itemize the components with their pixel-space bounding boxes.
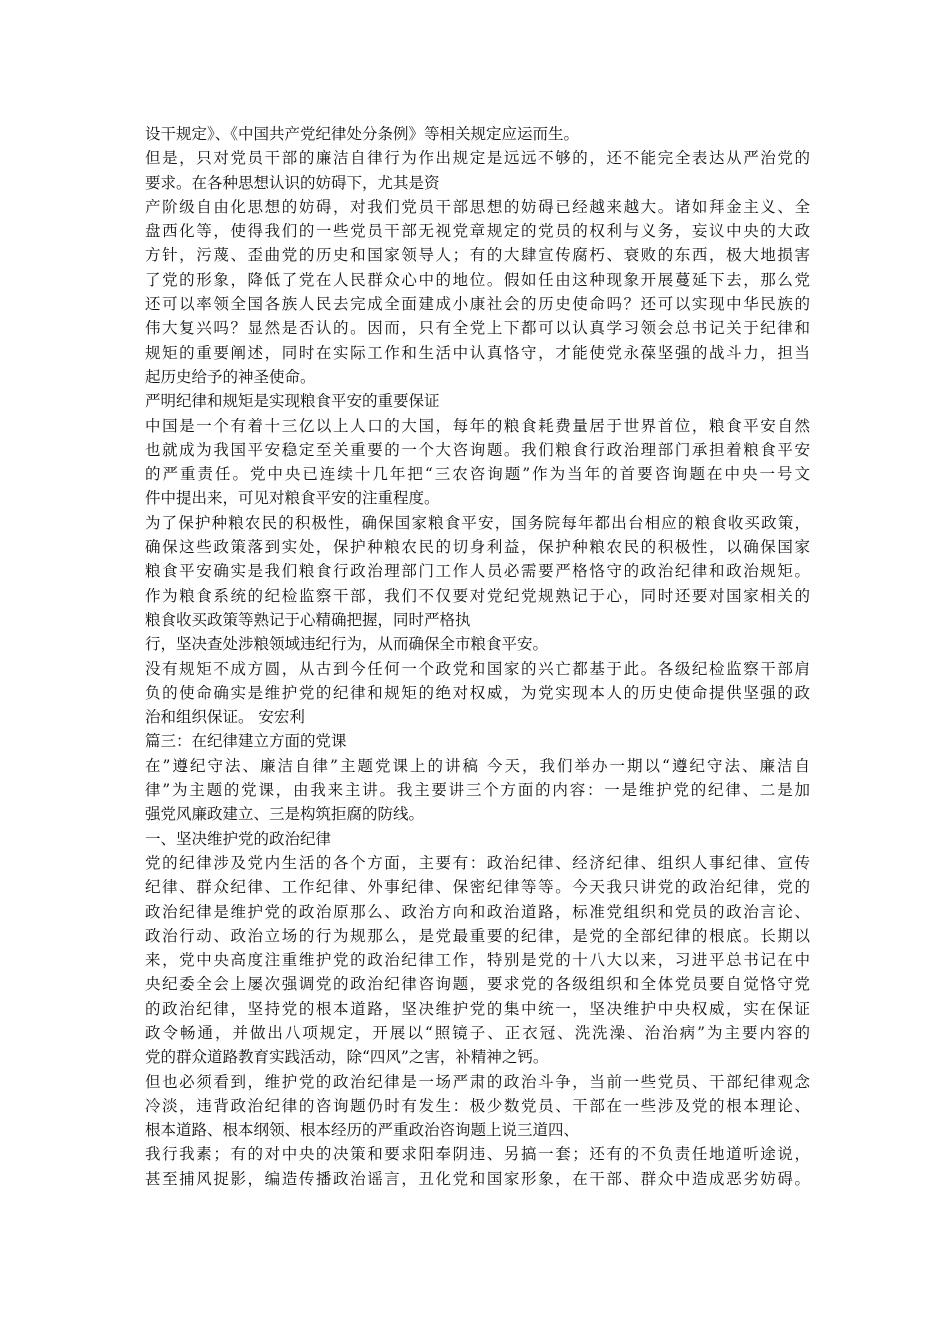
text-line: 党的纪律涉及党内生活的各个方面，主要有：政治纪律、经济纪律、组织人事纪律、宣传 <box>145 853 810 872</box>
text-line: 但也必须看到，维护党的政治纪律是一场严肃的政治斗争，当前一些党员、干部纪律观念 <box>145 1072 810 1091</box>
text-line: 要求。在各种思想认识的妨碍下，尤其是资 <box>145 173 440 192</box>
text-line: 确保这些政策落到实处，保护种粮农民的切身利益，保护种粮农民的积极性，以确保国家 <box>145 538 810 557</box>
text-line: 冷淡，违背政治纪律的咨询题仍时有发生：极少数党员、干部在一些涉及党的根本理论、 <box>145 1096 810 1115</box>
text-line: 规矩的重要阐述，同时在实际工作和生活中认真恪守，才能使党永葆坚强的战斗力，担当 <box>145 343 810 362</box>
text-line: 强党风廉政建立、三是构筑拒腐的防线。 <box>145 805 425 824</box>
text-line: 在”遵纪守法、廉洁自律”主题党课上的讲稿 今天，我们举办一期以“遵纪守法、廉洁自 <box>145 756 810 775</box>
text-line: 粮食收买政策等熟记于心精确把握，同时严格执 <box>145 610 471 629</box>
text-line: 的严重责任。党中央已连续十几年把“三农咨询题”作为当年的首要咨询题在中央一号文 <box>145 465 810 484</box>
text-line: 盘西化等，使得我们的一些党员干部无视党章规定的党员的权利与义务，妄议中央的大政 <box>145 222 810 241</box>
text-line: 负的使命确实是维护党的纪律和规矩的绝对权威，为党实现本人的历史使命提供坚强的政 <box>145 683 810 702</box>
text-line: 设干规定》、《中国共产党纪律处分条例》等相关规定应运而生。 <box>145 125 580 143</box>
text-line: 来，党中央高度注重维护党的政治纪律工作，特别是党的十八大以来，习进平总书记在中 <box>145 951 810 970</box>
text-line: 篇三：在纪律建立方面的党课 <box>145 732 347 751</box>
text-line: 律”为主题的党课，由我来主讲。我主要讲三个方面的内容：一是维护党的纪律、二是加 <box>145 781 810 800</box>
text-line: 党的群众道路教育实践活动，除“四风”之害，补精神之钙。 <box>145 1048 549 1067</box>
text-line: 粮食平安确实是我们粮食行政治理部门工作人员必需要严格恪守的政治纪律和政治规矩。 <box>145 562 810 581</box>
text-line: 政治行动、政治立场的行为规那么，是党最重要的纪律，是党的全部纪律的根底。长期以 <box>145 926 810 945</box>
text-line: 治和组织保证。 安宏利 <box>145 708 305 727</box>
text-line: 件中提出来，可见对粮食平安的注重程度。 <box>145 489 440 508</box>
text-line: 产阶级自由化思想的妨碍，对我们党员干部思想的妨碍已经越来越大。诸如拜金主义、全 <box>145 197 810 216</box>
text-line: 作为粮食系统的纪检监察干部，我们不仅要对党纪党规熟记于心，同时还要对国家相关的 <box>145 586 810 605</box>
text-line: 甚至捕风捉影，编造传播政治谣言，丑化党和国家形象，在干部、群众中造成恶劣妨碍。 <box>145 1169 810 1188</box>
text-line: 央纪委全会上屡次强调党的政治纪律咨询题，要求党的各级组织和全体党员要自觉恪守党 <box>145 975 810 994</box>
text-line: 没有规矩不成方圆，从古到今任何一个政党和国家的兴亡都基于此。各级纪检监察干部肩 <box>145 659 810 678</box>
text-line: 一、坚决维护党的政治纪律 <box>145 829 332 848</box>
text-line: 我行我素；有的对中央的决策和要求阳奉阴违、另搞一套；还有的不负责任地道听途说， <box>145 1145 810 1164</box>
text-line: 起历史给予的神圣使命。 <box>145 367 316 386</box>
text-line: 为了保护种粮农民的积极性，确保国家粮食平安，国务院每年都出台相应的粮食收买政策， <box>145 513 810 532</box>
text-line: 还可以率领全国各族人民去完成全面建成小康社会的历史使命吗？还可以实现中华民族的 <box>145 295 810 314</box>
text-line: 的政治纪律，坚持党的根本道路，坚决维护党的集中统一，坚决维护中央权威，实在保证 <box>145 999 810 1018</box>
text-line: 政令畅通，并做出八项规定，开展以“照镜子、正衣冠、洗洗澡、治治病”为主要内容的 <box>145 1023 810 1042</box>
text-line: 根本道路、根本纲领、根本经历的严重政治咨询题上说三道四、 <box>145 1121 580 1140</box>
text-line: 严明纪律和规矩是实现粮食平安的重要保证 <box>145 392 440 411</box>
text-line: 政治纪律是维护党的政治原那么、政治方向和政治道路，标准党组织和党员的政治言论、 <box>145 902 810 921</box>
text-line: 了党的形象，降低了党在人民群众心中的地位。假如任由这种现象开展蔓延下去，那么党 <box>145 270 810 289</box>
text-line: 方针，污蔑、歪曲党的历史和国家领导人；有的大肆宣传腐朽、衰败的东西，极大地损害 <box>145 246 810 265</box>
text-line: 行，坚决查处涉粮领域违纪行为，从而确保全市粮食平安。 <box>145 635 549 654</box>
text-line: 但是，只对党员干部的廉洁自律行为作出规定是远远不够的，还不能完全表达从严治党的 <box>145 149 810 168</box>
text-line: 也就成为我国平安稳定至关重要的一个大咨询题。我们粮食行政治理部门承担着粮食平安 <box>145 440 810 459</box>
text-line: 中国是一个有着十三亿以上人口的大国，每年的粮食耗费量居于世界首位，粮食平安自然 <box>145 416 810 435</box>
text-line: 伟大复兴吗？显然是否认的。因而，只有全党上下都可以认真学习领会总书记关于纪律和 <box>145 319 810 338</box>
document-page <box>145 122 810 1191</box>
text-line: 纪律、群众纪律、工作纪律、外事纪律、保密纪律等等。今天我只讲党的政治纪律，党的 <box>145 878 810 897</box>
